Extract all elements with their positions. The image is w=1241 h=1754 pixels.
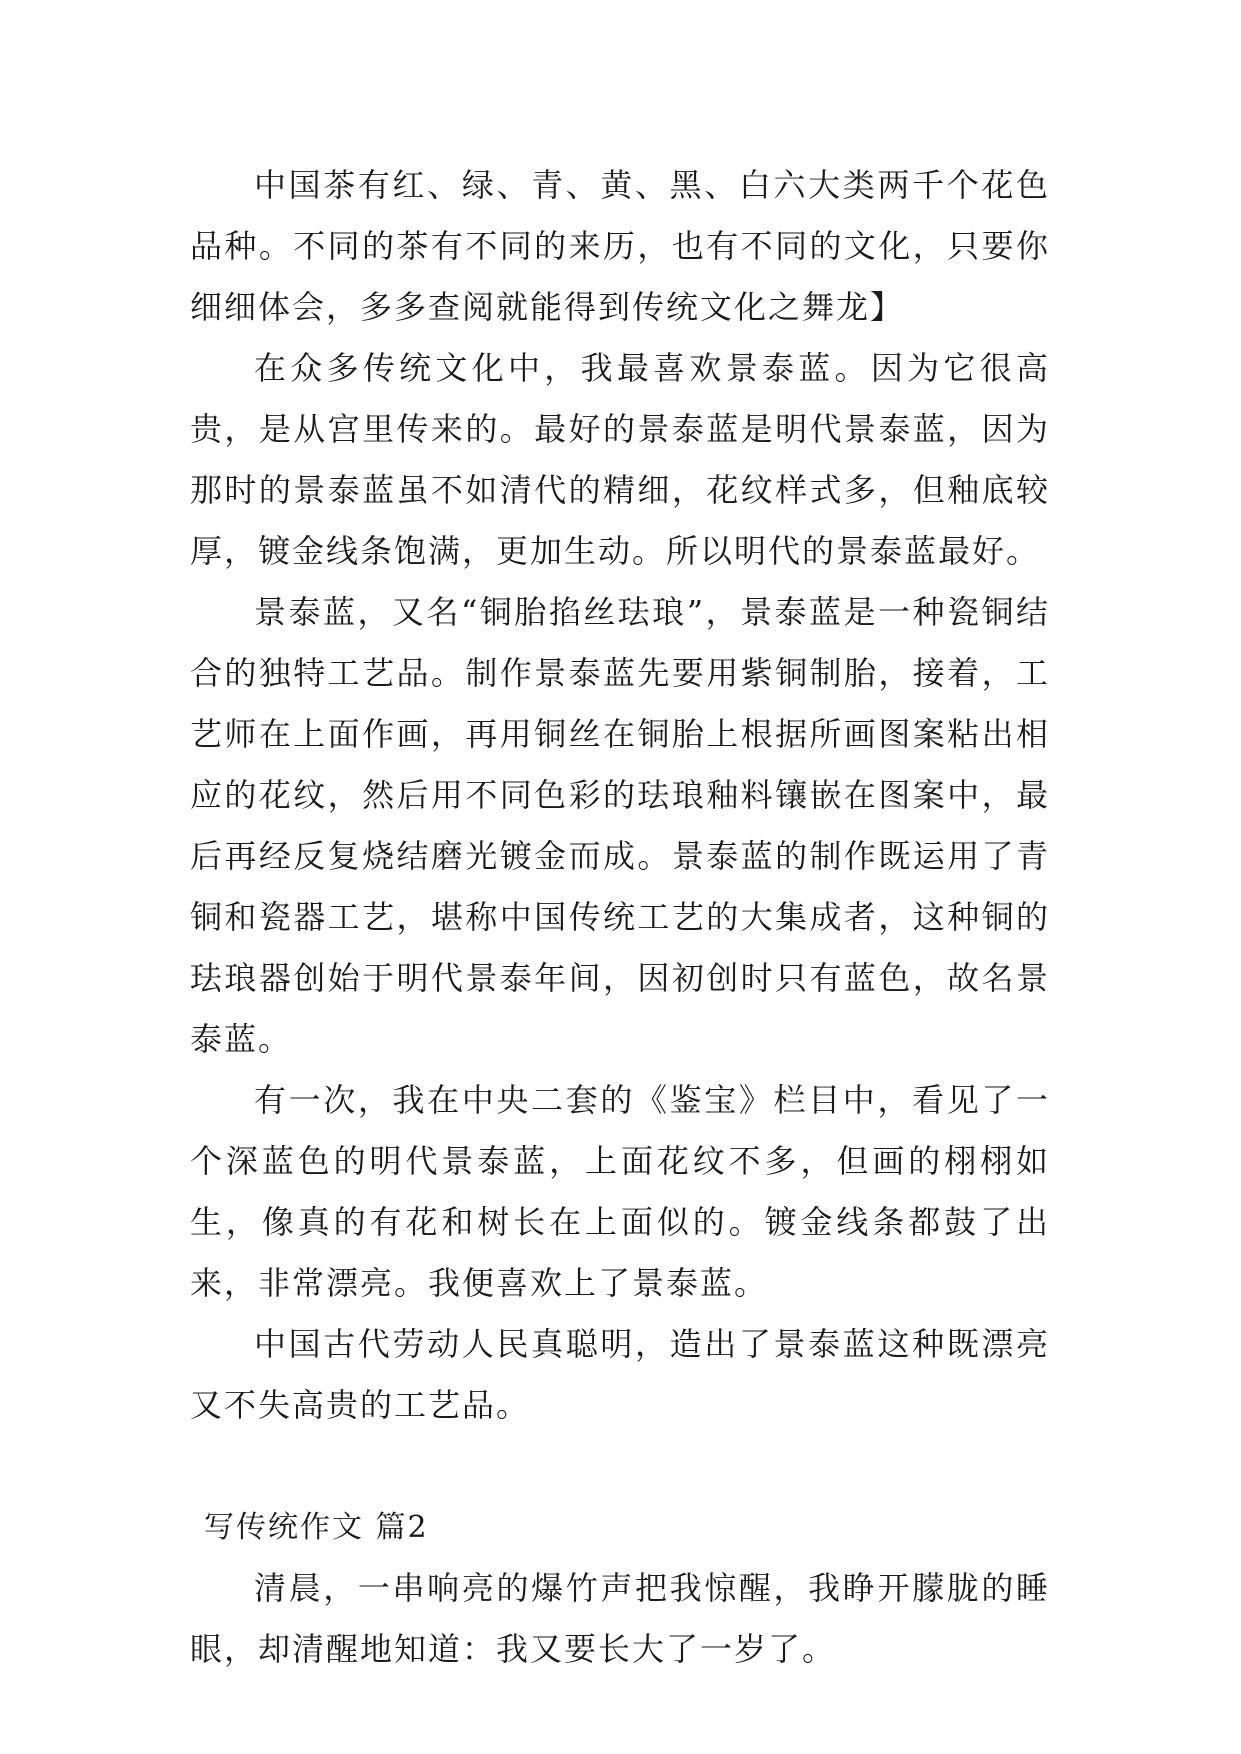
section-spacer	[190, 1436, 1050, 1497]
paragraph-conclusion: 中国古代劳动人民真聪明，造出了景泰蓝这种既漂亮又不失高贵的工艺品。	[190, 1325, 1050, 1424]
document-body	[190, 155, 1050, 1680]
paragraph-cloisonne-craft: 景泰蓝，又名“铜胎掐丝珐琅”，景泰蓝是一种瓷铜结合的独特工艺品。制作景泰蓝先要用紫铜制胎，接着，工艺师在上面作画，再用铜丝在铜胎上根据所画图案粘出相应的花纹，然后用不同色彩的珐琅釉料镶嵌在图案中，最后再经反复烧结磨光镀金而成。景泰蓝的制作既运用了青铜和瓷器工艺，堪称中国传统工艺的大集成者，这种铜的珐琅器创始于明代景泰年间，因初创时只有蓝色，故名景泰蓝。	[190, 593, 1050, 1058]
paragraph-tv-appraisal: 有一次，我在中央二套的《鉴宝》栏目中，看见了一个深蓝色的明代景泰蓝，上面花纹不多，但画的栩栩如生，像真的有花和树长在上面似的。镀金线条都鼓了出来，非常漂亮。我便喜欢上了景泰蓝。	[190, 1081, 1050, 1302]
paragraph-tea-culture: 中国茶有红、绿、青、黄、黑、白六大类两千个花色品种。不同的茶有不同的来历，也有不同的文化，只要你细细体会，多多查阅就能得到传统文化之舞龙】	[190, 166, 1050, 326]
paragraph-favorite-cloisonne: 在众多传统文化中，我最喜欢景泰蓝。因为它很高贵，是从宫里传来的。最好的景泰蓝是明代景泰蓝，因为那时的景泰蓝虽不如清代的精细，花纹样式多，但釉底较厚，镀金线条饱满，更加生动。所以明代的景泰蓝最好。	[190, 349, 1050, 570]
section-heading: 写传统作文 篇2	[204, 1510, 429, 1545]
paragraph-morning: 清晨，一串响亮的爆竹声把我惊醒，我睁开朦胧的睡眼，却清醒地知道：我又要长大了一岁了。	[190, 1569, 1050, 1668]
